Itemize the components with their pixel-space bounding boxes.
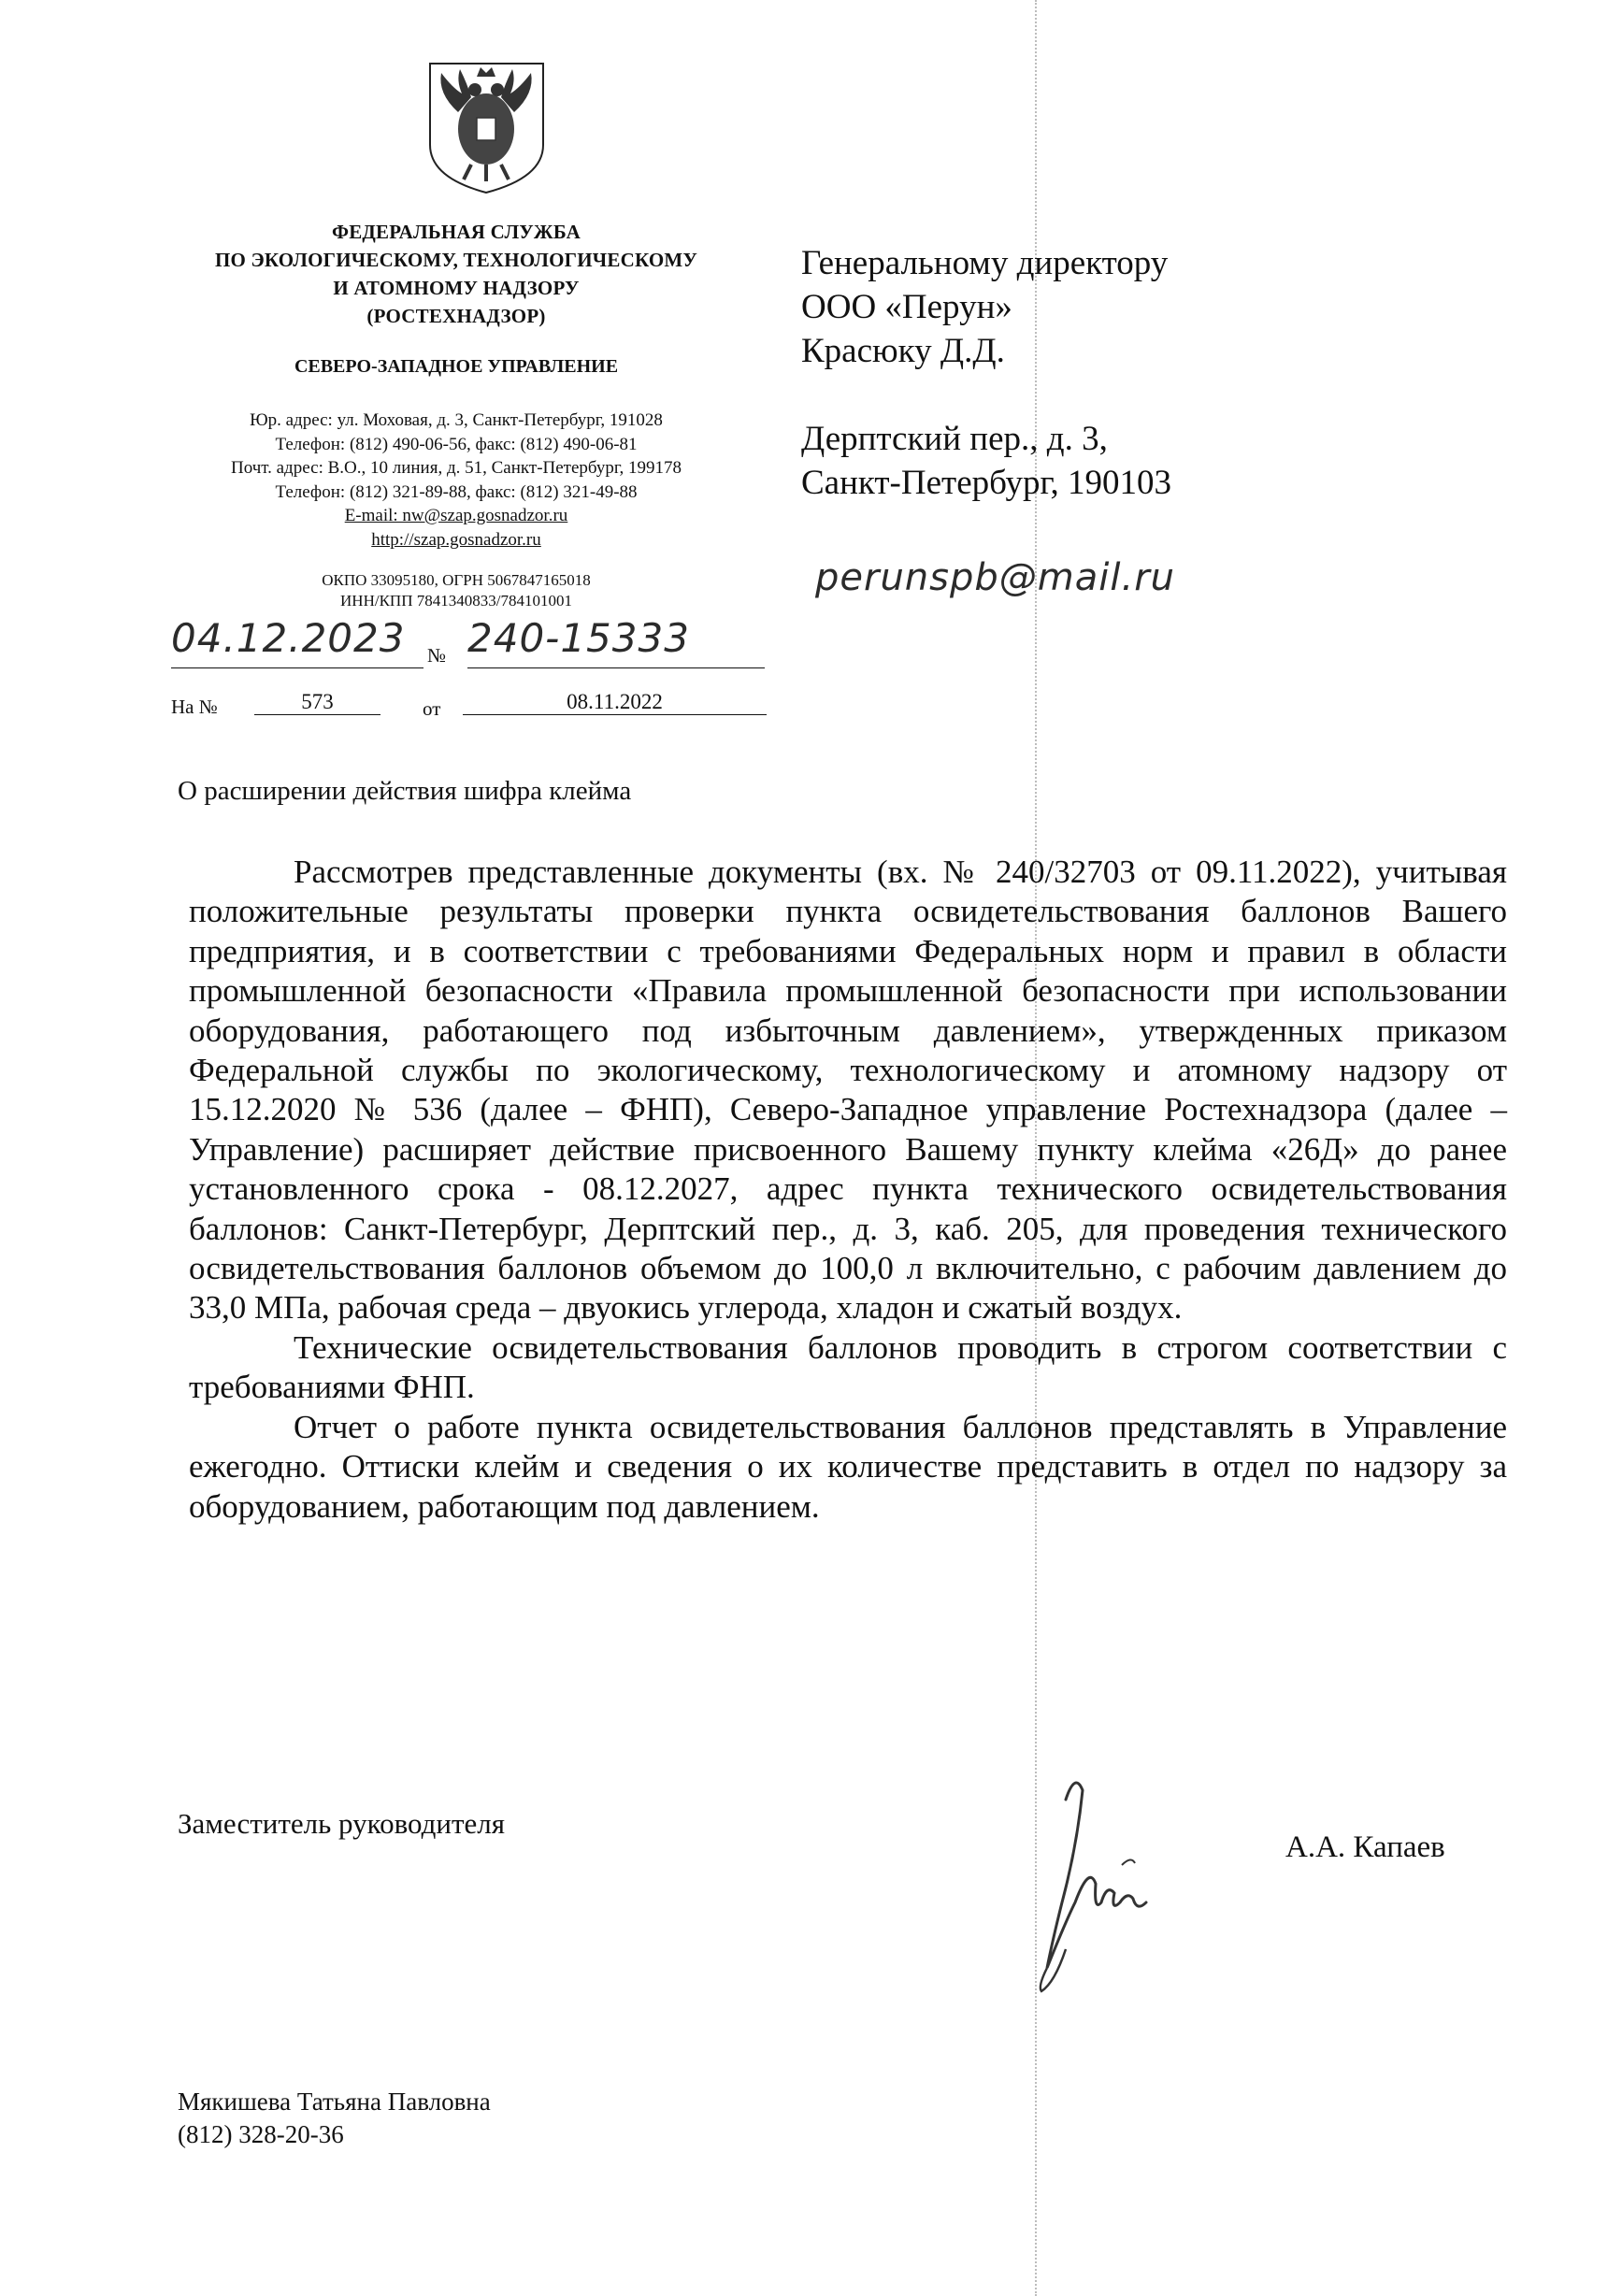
executor-name: Мякишева Татьяна Павловна: [178, 2088, 491, 2116]
reference-date: 08.11.2022: [463, 690, 767, 715]
number-sign: №: [427, 644, 447, 667]
contact-block: [157, 409, 755, 552]
recipient-city: Санкт-Петербург, 190103: [801, 464, 1172, 502]
executor-phone: (812) 328-20-36: [178, 2120, 344, 2148]
reference-prefix: На №: [171, 696, 218, 718]
postal-phone: Телефон: (812) 321-89-88, факс: (812) 321-49-88: [275, 481, 638, 502]
recipient-position: Генеральному директору: [801, 244, 1169, 282]
website-link[interactable]: http://szap.gosnadzor.ru: [371, 529, 541, 550]
org-name-line-1: ФЕДЕРАЛЬНАЯ СЛУЖБА: [331, 221, 581, 243]
recipient-company: ООО «Перун»: [801, 288, 1012, 326]
registration-codes: [157, 570, 755, 611]
signer-name: А.А. Капаев: [1285, 1830, 1445, 1864]
inn-kpp: ИНН/КПП 7841340833/784101001: [340, 592, 572, 610]
postal-address: Почт. адрес: В.О., 10 линия, д. 51, Санкт-Петербург, 199178: [230, 458, 682, 478]
russian-coat-of-arms-icon: [409, 56, 564, 196]
recipient-block: [801, 241, 1171, 505]
handwritten-signature-icon: [1010, 1762, 1159, 1996]
reference-from: от: [423, 697, 441, 720]
legal-phone: Телефон: (812) 490-06-56, факс: (812) 490-06-81: [275, 434, 638, 454]
signer-title: Заместитель руководителя: [178, 1807, 506, 1840]
org-name-line-4: (РОСТЕХНАДЗОР): [366, 305, 546, 327]
body-paragraph-2: Технические освидетельствования баллонов проводить в строгом соответствии с требованиями ФНП.: [189, 1328, 1507, 1406]
organization-header: [157, 218, 755, 379]
outgoing-number: 240-15333: [467, 615, 765, 668]
body-paragraph-3: Отчет о работе пункта освидетельствования баллонов представлять в Управление ежегодно. Оттиски клейм и сведения о их количестве представить в отдел по надзору за оборудованием, работающим под давлением.: [189, 1408, 1507, 1525]
okpo-ogrn: ОКПО 33095180, ОГРН 5067847165018: [322, 571, 591, 589]
handwritten-email: perunspb@mail.ru: [815, 556, 1175, 599]
email-link[interactable]: E-mail: nw@szap.gosnadzor.ru: [344, 506, 568, 525]
department-name: СЕВЕРО-ЗАПАДНОЕ УПРАВЛЕНИЕ: [294, 356, 619, 377]
outgoing-date: 04.12.2023: [171, 615, 423, 668]
executor-block: [178, 2086, 491, 2151]
legal-address: Юр. адрес: ул. Моховая, д. 3, Санкт-Петербург, 191028: [250, 410, 663, 430]
recipient-name: Красюку Д.Д.: [801, 332, 1005, 370]
org-name-line-3: И АТОМНОМУ НАДЗОРУ: [333, 277, 580, 299]
recipient-street: Дерптский пер., д. 3,: [801, 420, 1108, 458]
letter-body: [189, 853, 1507, 1527]
body-paragraph-1: Рассмотрев представленные документы (вх. № 240/32703 от 09.11.2022), учитывая положительные результаты проверки пункта освидетельствования баллонов Вашего предприятия, и в соответствии с требованиями Федеральных норм и правил в области промышленной безопасности «Правила промышленной безопасности при использовании оборудования, работающего под избыточным давлением», утвержденных приказом Федеральной службы по экологическому, технологическому и атомному надзору от 15.12.2020 № 536 (далее – ФНП), Северо-Западное управление Ростехнадзора (далее – Управление) расширяет действие присвоенного Вашему пункту клейма «26Д» до ранее установленного срока - 08.12.2027, адрес пункта технического освидетельствования баллонов: Санкт-Петербург, Дерптский пер., д. 3, каб. 205, для проведения технического освидетельствования баллонов объемом до 100,0 л включительно, с рабочим давлением до 33,0 МПа, рабочая среда – двуокись углерода, хладон и сжатый воздух.: [189, 854, 1507, 1327]
letter-subject: О расширении действия шифра клейма: [178, 776, 632, 806]
org-name-line-2: ПО ЭКОЛОГИЧЕСКОМУ, ТЕХНОЛОГИЧЕСКОМУ: [214, 249, 698, 271]
reference-number: 573: [254, 690, 380, 715]
